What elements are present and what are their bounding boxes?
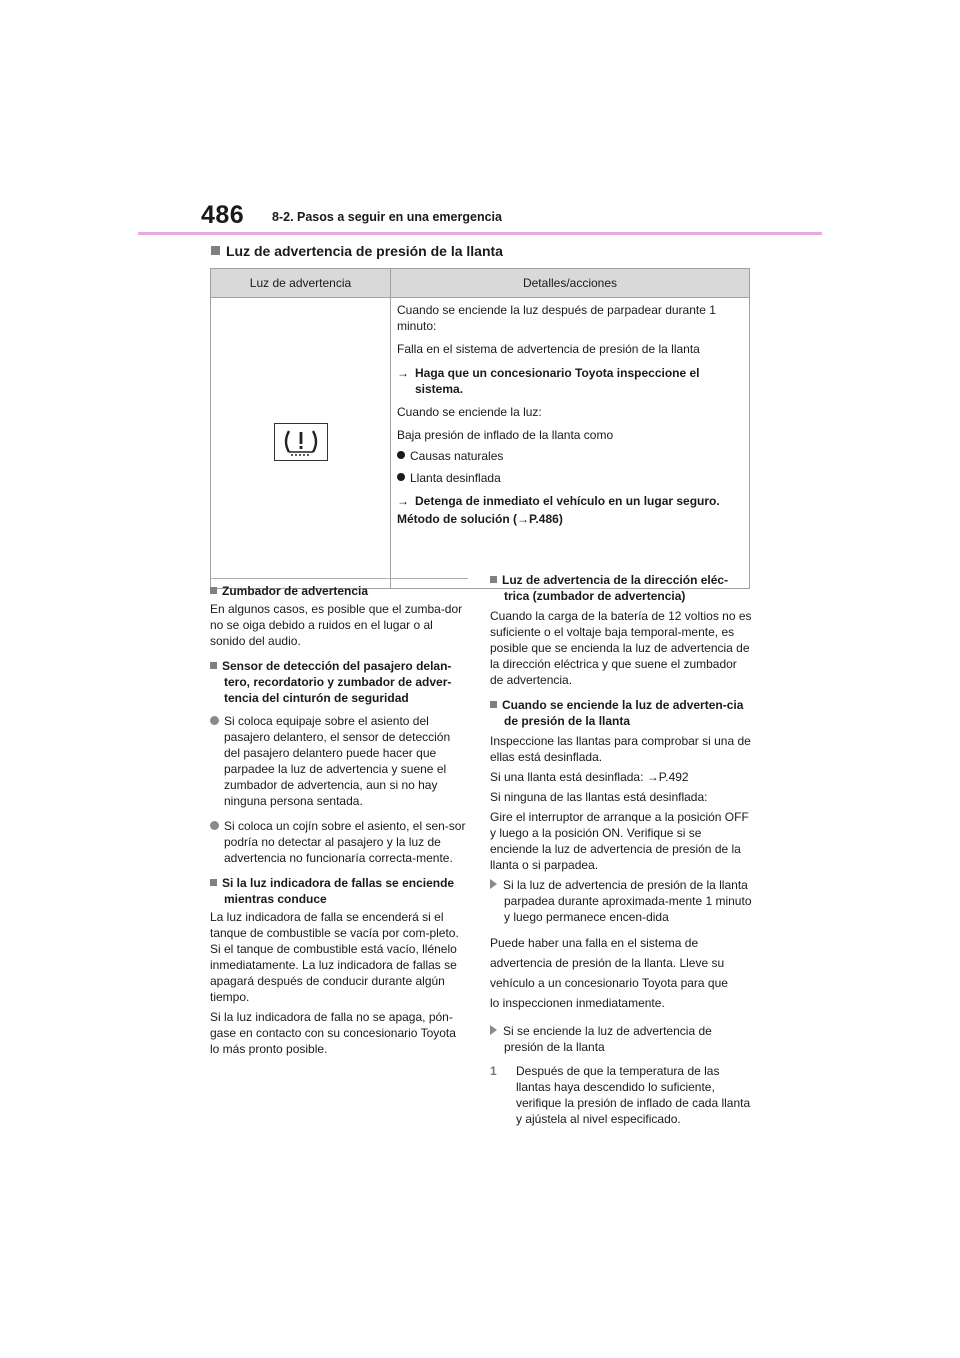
detail-reference: Método de solución (→P.486) [397, 511, 563, 526]
list-item: Si se enciende la luz de advertencia de presión de la llanta [490, 1023, 752, 1055]
column-rule [210, 578, 468, 579]
subheading: Zumbador de advertencia [210, 583, 468, 599]
triangle-bullet-icon [490, 879, 497, 889]
page-number: 486 [201, 201, 245, 229]
detail-line: Cuando se enciende la luz después de parpadear durante 1 minuto: [397, 303, 716, 334]
subheading: Sensor de detección del pasajero delan-tero, recordatorio y zumbador de adver-tencia del cinturón de seguridad [210, 658, 468, 706]
subheading: Cuando se enciende la luz de adverten-cia de presión de la llanta [490, 697, 752, 729]
circle-bullet-icon [210, 716, 219, 725]
square-bullet-icon [490, 576, 497, 583]
table-header-light: Luz de advertencia [211, 269, 391, 298]
triangle-bullet-icon [490, 1025, 497, 1035]
bullet-dot-icon [397, 451, 405, 459]
detail-line: Falla en el sistema de advertencia de presión de la llanta [397, 342, 700, 357]
subheading: Luz de advertencia de la dirección eléc-trica (zumbador de advertencia) [490, 572, 752, 604]
paragraph-line: lo inspeccionen inmediatamente. [490, 996, 665, 1010]
paragraph-line: vehículo a un concesionario Toyota para que [490, 976, 728, 990]
list-item: Si coloca un cojín sobre el asiento, el sen-sor podría no detectar al pasajero y la luz de advertencia no funcionaría correcta-mente. [210, 818, 468, 866]
subheading: Si la luz indicadora de fallas se enciende mientras conduce [210, 875, 468, 907]
left-column [210, 578, 468, 1066]
arrow-icon: → [397, 493, 409, 508]
bullet-dot-icon [397, 473, 405, 481]
section-title: Luz de advertencia de presión de la llanta [211, 243, 503, 259]
square-bullet-icon [210, 587, 217, 594]
arrow-icon: → [517, 511, 529, 526]
step-number: 1 [490, 1064, 497, 1078]
warning-light-cell [211, 298, 391, 589]
paragraph: En algunos casos, es posible que el zumba-dor no se oiga debido a ruidos en el lugar o al sonido del audio. [210, 602, 463, 648]
paragraph: Si una llanta está desinflada: →P.492 [490, 770, 689, 784]
detail-bullet: Llanta desinflada [397, 470, 743, 486]
warning-table [210, 268, 750, 589]
table-header-details: Detalles/acciones [391, 269, 750, 298]
chapter-title: 8-2. Pasos a seguir en una emergencia [272, 210, 502, 224]
paragraph: Si ninguna de las llantas está desinflada: [490, 790, 708, 804]
detail-action: → Haga que un concesionario Toyota inspeccione el sistema. [397, 365, 700, 396]
step-text: Después de que la temperatura de las llantas haya descendido lo suficiente, verifique la presión de inflado de cada llanta y ajústela al nivel especificado. [516, 1064, 751, 1126]
square-bullet-icon [211, 246, 220, 255]
paragraph: Si la luz indicadora de falla no se apaga, pón-gase en contacto con su concesionario Toyota lo más pronto posible. [210, 1010, 456, 1056]
details-cell [391, 298, 750, 589]
detail-bullet: Causas naturales [397, 448, 743, 464]
detail-line: Baja presión de inflado de la llanta como [397, 428, 614, 443]
detail-line: Cuando se enciende la luz: [397, 404, 542, 419]
paragraph: La luz indicadora de falla se encenderá si el tanque de combustible se vacía por com-pleto. Si el tanque de combustible está vacío, llénelo inmediatamente. La luz indicadora de fallas se apagará después de conducir durante algún tiempo. [210, 910, 459, 1004]
detail-action: → Detenga de inmediato el vehículo en un lugar seguro. [397, 493, 720, 508]
paragraph-line: advertencia de presión de la llanta. Lleve su [490, 956, 725, 970]
arrow-icon: → [397, 365, 409, 380]
header-rule [138, 232, 822, 235]
list-item: Si la luz de advertencia de presión de la llanta parpadea durante aproximada-mente 1 minuto y luego permanece encen-dida [490, 877, 752, 925]
paragraph-line: Puede haber una falla en el sistema de [490, 936, 699, 950]
list-item: Si coloca equipaje sobre el asiento del pasajero delantero, el sensor de detección del pasajero delantero puede hacer que parpadee la luz de advertencia y suene el zumbador de advertencia, aun si no hay ninguna persona sentada. [210, 713, 468, 809]
square-bullet-icon [210, 879, 217, 886]
right-column [490, 572, 752, 1127]
square-bullet-icon [210, 662, 217, 669]
square-bullet-icon [490, 701, 497, 708]
tire-pressure-warning-icon [274, 423, 328, 461]
paragraph: Cuando la carga de la batería de 12 voltios no es suficiente o el voltaje baja temporal-mente, es posible que se encienda la luz de advertencia de la dirección eléctrica y que suene el zumbador de advertencia. [490, 609, 752, 687]
circle-bullet-icon [210, 821, 219, 830]
paragraph: Inspeccione las llantas para comprobar si una de ellas está desinflada. [490, 734, 751, 764]
numbered-step [490, 1063, 752, 1127]
paragraph: Gire el interruptor de arranque a la posición OFF y luego a la posición ON. Verifique si se enciende la luz de advertencia de presión de la llanta o si parpadea. [490, 810, 749, 872]
arrow-icon: → [646, 770, 659, 784]
